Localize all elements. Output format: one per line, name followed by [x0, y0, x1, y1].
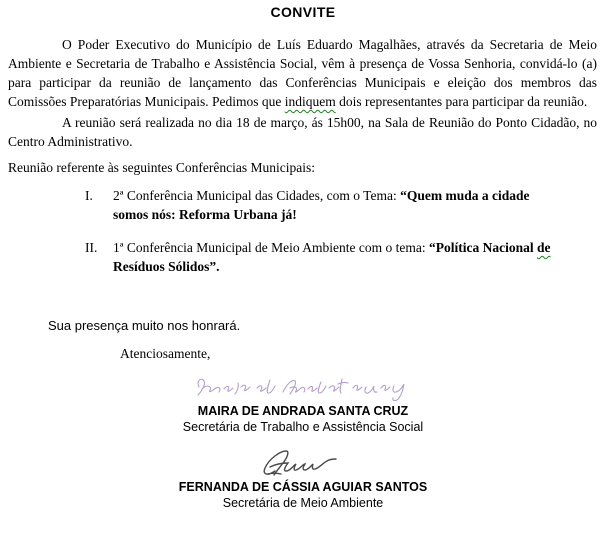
signatory-role-2: Secretária de Meio Ambiente — [222, 496, 384, 510]
list-item-conference-1 — [85, 186, 606, 224]
list-item-2-lead: 1ª Conferência Municipal de Meio Ambiente com o tema: — [113, 240, 430, 255]
closing-line: Sua presença muito nos honrará. — [48, 318, 241, 333]
handwritten-signature-fernanda — [257, 449, 349, 477]
list-numeral-1: I. — [85, 188, 93, 203]
spellcheck-flagged-word: indiquem — [284, 94, 336, 109]
list-item-2-text — [113, 238, 565, 276]
list-item-conference-2 — [85, 238, 606, 276]
signature-block-2 — [0, 449, 606, 511]
paragraph-intro-text-end: dois representantes para participar da reunião. — [335, 94, 588, 109]
list-intro: Reunião referente às seguintes Conferências Municipais: — [8, 160, 316, 175]
paragraph-meeting-details: A reunião será realizada no dia 18 de março, ás 15h00, na Sala de Reunião do Ponto Cidadão, no Centro Administrativo. — [8, 115, 597, 149]
salutation-line: Atenciosamente, — [120, 346, 211, 361]
list-item-1-text — [113, 186, 565, 224]
list-item-2-theme-start: “Política Nacional — [429, 240, 538, 255]
handwritten-signature-maira — [193, 375, 413, 401]
spellcheck-flagged-word-2: de — [537, 240, 551, 255]
list-item-1-theme: “Quem muda a cidade somos nós: Reforma Urbana já! — [113, 188, 530, 222]
list-item-1-lead: 2ª Conferência Municipal das Cidades, com o Tema: — [113, 188, 401, 203]
document-title: CONVITE — [270, 4, 336, 20]
signatory-role-1: Secretária de Trabalho e Assistência Social — [182, 420, 424, 434]
signature-block-1 — [0, 375, 606, 435]
signatory-name-2: FERNANDA DE CÁSSIA AGUIAR SANTOS — [178, 480, 428, 494]
paragraph-intro-text: O Poder Executivo do Município de Luís Eduardo Magalhães, através da Secretaria de Meio Ambiente e Secretaria de Trabalho e Assistência Social, vêm à presença de Vossa Senhoria, convidá-lo (a) para participar da reunião de lançamento das Conferências Municipais e eleição dos membros das Comissões Preparatórias Municipais. Pedimos que — [8, 37, 597, 109]
list-item-2-theme-end: Resíduos Sólidos”. — [113, 259, 220, 274]
paragraph-intro — [8, 35, 597, 111]
signatory-name-1: MAIRA DE ANDRADA SANTA CRUZ — [197, 404, 409, 418]
list-numeral-2: II. — [85, 240, 98, 255]
